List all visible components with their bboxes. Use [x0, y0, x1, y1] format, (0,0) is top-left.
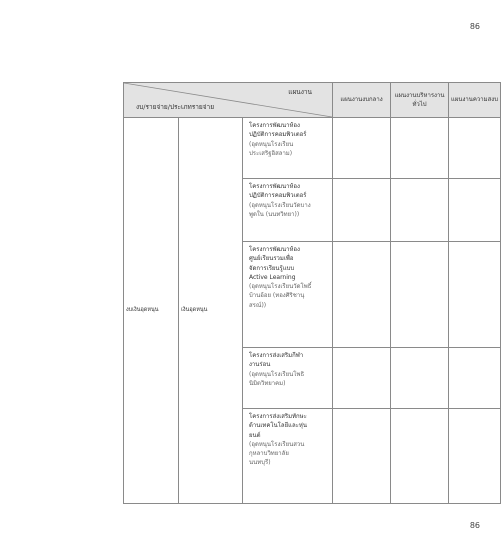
admin-plan-cell: [391, 118, 449, 179]
admin-plan-cell: [391, 409, 449, 504]
budget-category-cell: งบเงินอุดหนุน: [124, 118, 179, 504]
admin-plan-cell: [391, 242, 449, 348]
partial-plan-cell: [449, 348, 501, 409]
project-cell: โครงการพัฒนาห้อง ปฏิบัติการคอมพิวเตอร์ (อุดหนุนโรงเรียน ประเสริฐอิสลาม): [243, 118, 333, 179]
partial-plan-cell: [449, 409, 501, 504]
budget-table: [123, 82, 501, 504]
page-number-bottom: 86: [469, 521, 480, 530]
page-number-top: 86: [469, 22, 480, 31]
partial-plan-cell: [449, 179, 501, 242]
expense-type-cell: เงินอุดหนุน: [179, 118, 243, 504]
partial-plan-cell: [449, 118, 501, 179]
central-plan-cell: [333, 118, 391, 179]
central-plan-cell: [333, 179, 391, 242]
partial-plan-cell: [449, 242, 501, 348]
header-admin-plan: แผนงานบริหารงานทั่วไป: [391, 83, 449, 118]
central-plan-cell: [333, 242, 391, 348]
admin-plan-cell: [391, 348, 449, 409]
header-plan-label: แผนงาน: [288, 88, 313, 96]
central-plan-cell: [333, 409, 391, 504]
admin-plan-cell: [391, 179, 449, 242]
budget-table-container: [123, 82, 499, 504]
diagonal-header-cell: [124, 83, 333, 118]
central-plan-cell: [333, 348, 391, 409]
project-cell: โครงการส่งเสริมกีฬา งานร่อน (อุดหนุนโรงเรียนโพธิ นิมิตวิทยาคม): [243, 348, 333, 409]
header-partial-plan: แผนงานความสงบ: [449, 83, 501, 118]
header-central-plan: แผนงานงบกลาง: [333, 83, 391, 118]
project-cell: โครงการส่งเสริมทักษะ ด้านเทคโนโลยีและหุ่น ยนต์ (อุดหนุนโรงเรียนสวน กุหลาบวิทยาลัย นนทบุรี): [243, 409, 333, 504]
project-cell: โครงการพัฒนาห้อง ปฏิบัติการคอมพิวเตอร์ (อุดหนุนโรงเรียนวัดบาง พูดใน (นนทวิทยา)): [243, 179, 333, 242]
project-cell: โครงการพัฒนาห้อง ศูนย์เรียนรวมเพื่อ จัดการเรียนรู้แบบ Active Learning (อุดหนุนโรงเรียนวัดโพธิ์ บ้านอ้อย (ทองศิริชานุ สรณ์)): [243, 242, 333, 348]
header-budget-type-label: งบ/รายจ่าย/ประเภทรายจ่าย: [136, 102, 215, 111]
